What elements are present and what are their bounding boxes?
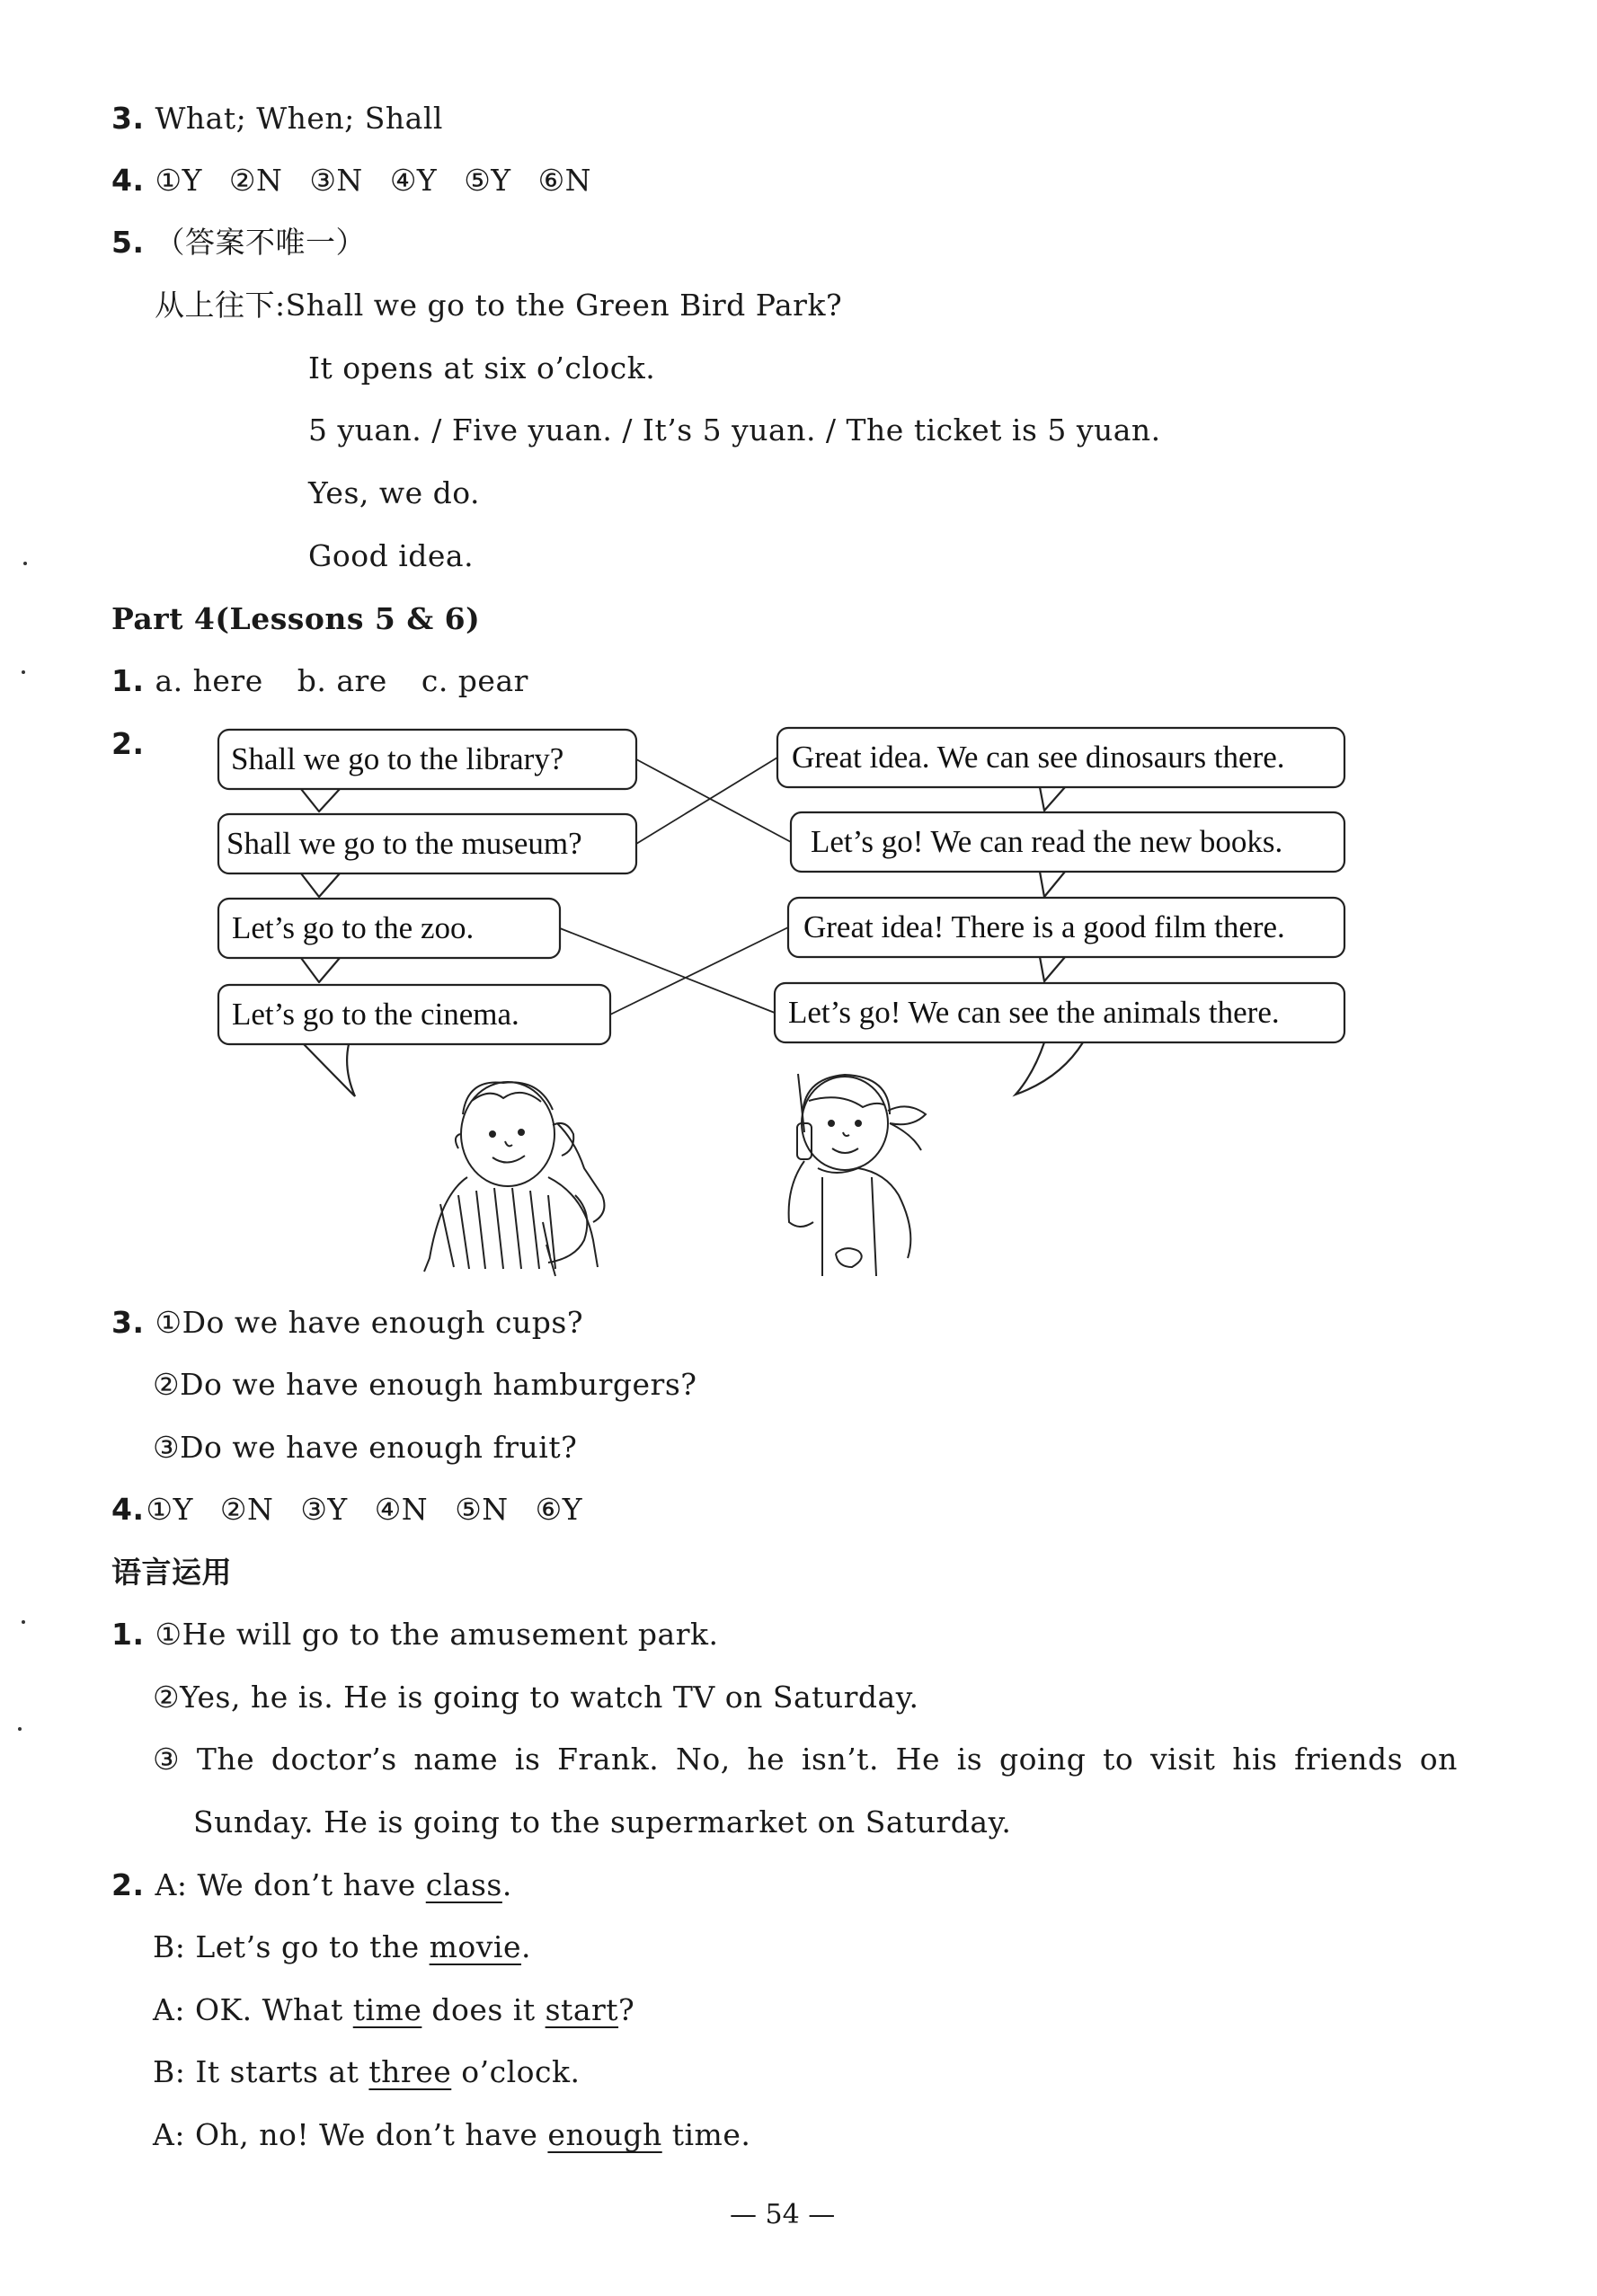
dialog-line-3: A: OK. What time does it start? [153,1992,635,2027]
scan-speck [18,1727,22,1731]
answer-5-line-4: Yes, we do. [308,475,481,510]
part4-answer-3-line-3: ③Do we have enough fruit? [153,1430,578,1465]
left-bubble-2-text: Shall we go to the museum? [226,826,582,861]
match-line-library [636,759,791,842]
part4-answer-4: 4.①Y ②N ③Y ④N ⑤N ⑥Y [111,1492,583,1527]
match-line-zoo [560,928,775,1013]
part-4-heading: Part 4(Lessons 5 & 6) [111,601,481,636]
right-bubble-4-text: Let’s go! We can see the animals there. [788,995,1280,1030]
scan-speck [23,562,27,565]
boy-on-phone-illustration [424,1082,604,1276]
left-bubble-4-text: Let’s go to the cinema. [232,997,519,1032]
right-bubble-1-text: Great idea. We can see dinosaurs there. [792,740,1285,775]
dialog-line-2: B: Let’s go to the movie. [153,1929,532,1964]
part4-answer-2-number: 2. [111,726,145,761]
left-bubble-1-text: Shall we go to the library? [231,741,564,776]
answer-5-line-1: 从上往下:Shall we go to the Green Bird Park? [155,288,843,323]
lang-answer-1-b: ②Yes, he is. He is going to watch TV on Saturday. [153,1680,919,1715]
part4-answer-3-line-1: 3. ①Do we have enough cups? [111,1305,584,1340]
answer-4: 4. ①Y ②N ③N ④Y ⑤Y ⑥N [111,163,592,198]
page-number: — 54 — [730,2199,836,2230]
lang-answer-1-c: ③ The doctor’s name is Frank. No, he isn’t. He is going to visit his friends on [153,1742,1458,1777]
girl-on-phone-illustration [789,1074,926,1276]
answer-5: 5. （答案不唯一） [111,225,366,260]
left-bubble-3-text: Let’s go to the zoo. [232,910,475,945]
answer-5-line-3: 5 yuan. / Five yuan. / It’s 5 yuan. / The ticket is 5 yuan. [308,412,1161,448]
dialog-line-4: B: It starts at three o’clock. [153,2054,581,2089]
scan-speck [22,670,25,674]
lang-answer-1-c-cont: Sunday. He is going to the supermarket on Saturday. [193,1804,1012,1839]
right-bubble-2-text: Let’s go! We can read the new books. [811,824,1283,859]
dialog-line-1: 2. A: We don’t have class. [111,1867,512,1902]
dialog-line-5: A: Oh, no! We don’t have enough time. [153,2117,751,2152]
match-line-cinema [610,927,788,1015]
answer-5-line-5: Good idea. [308,538,475,573]
scan-speck [22,1620,25,1624]
answer-3: 3. What; When; Shall [111,101,443,136]
part4-answer-1: 1. a. here b. are c. pear [111,663,528,698]
language-use-heading: 语言运用 [111,1555,232,1590]
lang-answer-1-a: 1. ①He will go to the amusement park. [111,1617,719,1652]
match-line-museum [636,758,777,844]
answer-5-line-2: It opens at six o’clock. [308,350,656,386]
part4-answer-3-line-2: ②Do we have enough hamburgers? [153,1367,697,1402]
right-bubble-3-text: Great idea! There is a good film there. [803,909,1285,944]
